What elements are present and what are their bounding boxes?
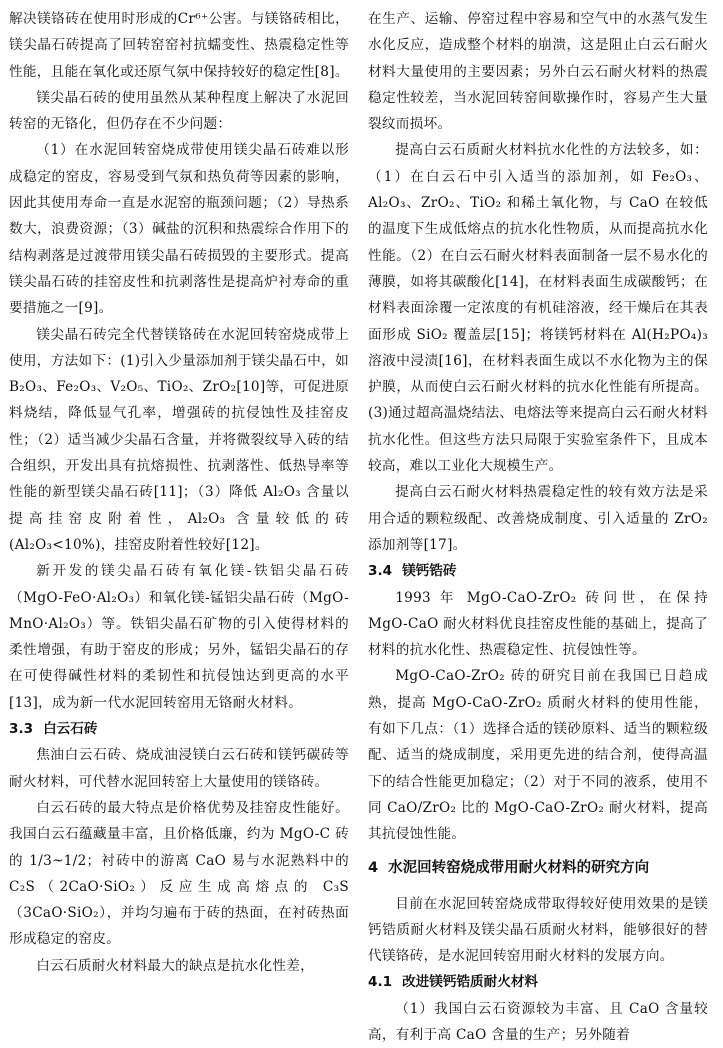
paragraph: 解决镁铬砖在使用时形成的Cr⁶⁺公害。与镁铬砖相比，镁尖晶石砖提高了回转窑窑衬抗蠕变性、热震稳定性等性能，且能在氧化或还原气氛中保持较好的稳定性[8]。: [9, 11, 349, 80]
paragraph: 镁尖晶石砖的使用虽然从某种程度上解决了水泥回转窑的无铬化，但仍存在不少问题：: [9, 89, 349, 133]
paragraph: 白云石砖的最大特点是价格优势及挂窑皮性能好。我国白云石蕴藏量丰富，且价格低廉，约为 MgO-C 砖的 1/3~1/2；衬砖中的游离 CaO 易与水泥熟料中的 C₂S（2CaO·SiO₂）反应生成高熔点的 C₃S（3CaO·SiO₂），并均匀遍布于砖的热面，在衬砖热面形成稳定的窑皮。: [9, 799, 349, 948]
paragraph: 镁尖晶石砖完全代替镁铬砖在水泥回转窑烧成带上使用，方法如下：(1)引入少量添加剂于镁尖晶石中，如 B₂O₃、Fe₂O₃、V₂O₅、TiO₂、ZrO₂[10]等，可促进原料烧结，降低显气孔率，增强砖的抗侵蚀性及挂窑皮性；（2）适当减少尖晶石含量，并将微裂纹导入砖的结合组织，开发出具有抗熔损性、抗剥落性、低热导率等性能的新型镁尖晶石砖[11]；（3）降低 Al₂O₃ 含量以提高挂窑皮附着性，Al₂O₃ 含量较低的砖 (Al₂O₃<10%)，挂窑皮附着性较好[12]。: [9, 326, 349, 553]
paragraph: 提高白云石耐火材料热震稳定性的较有效方法是采用合适的颗粒级配、改善烧成制度、引入适量的 ZrO₂ 添加剂等[17]。: [368, 484, 708, 553]
section-title: 水泥回转窑烧成带用耐火材料的研究方向: [388, 859, 650, 876]
section-title: 白云石砖: [43, 721, 98, 738]
paragraph: 新开发的镁尖晶石砖有氧化镁-铁铝尖晶石砖（MgO-FeO·Al₂O₃）和氧化镁-锰铝尖晶石砖（MgO-MnO·Al₂O₃）等。铁铝尖晶石矿物的引入使得材料的柔性增强，有助于窑皮的形成；另外，锰铝尖晶石的存在可使得碱性材料的柔韧性和抗侵蚀达到更高的水平[13]，成为新一代水泥回转窑用无铬耐火材料。: [9, 563, 349, 711]
section-number: 4.1: [368, 974, 393, 991]
paragraph: （1）在水泥回转窑烧成带使用镁尖晶石砖难以形成稳定的窑皮，容易受到气氛和热负荷等因素的影响，因此其使用寿命一直是水泥窑的瓶颈问题；（2）导热系数大，浪费资源；（3）碱盐的沉积和热震综合作用下的结构剥落是过渡带用镁尖晶石砖损毁的主要形式。提高镁尖晶石砖的挂窑皮性和抗剥落性是提高炉衬寿命的重要措施之一[9]。: [9, 142, 349, 317]
paragraph: 1993 年 MgO-CaO-ZrO₂ 砖问世，在保持 MgO-CaO 耐火材料优良挂窑皮性能的基础上，提高了材料的抗水化性、热震稳定性、抗侵蚀性等。: [368, 589, 708, 659]
section-title: 镁钙锆砖: [402, 563, 457, 580]
section-number: 3.4: [368, 563, 393, 580]
left-column: [9, 6, 349, 979]
section-heading-3-4: [368, 558, 708, 584]
section-heading-4: [368, 855, 708, 881]
paragraph: 焦油白云石砖、烧成油浸镁白云石砖和镁钙碳砖等耐火材料，可代替水泥回转窑上大量使用的镁铬砖。: [9, 747, 349, 790]
paragraph: 白云石质耐火材料最大的缺点是抗水化性差，: [36, 957, 315, 974]
section-number: 3.3: [9, 721, 34, 738]
paragraph: 目前在水泥回转窑烧成带取得较好使用效果的是镁钙锆质耐火材料及镁尖晶石质耐火材料，能够很好的替代镁铬砖，是水泥回转窑用耐火材料的发展方向。: [368, 895, 708, 965]
section-title: 改进镁钙锆质耐火材料: [402, 974, 539, 991]
section-number: 4: [368, 859, 379, 876]
paragraph: （1）我国白云石资源较为丰富、且 CaO 含量较高，有利于高 CaO 含量的生产；另外随着: [368, 1000, 708, 1043]
paragraph: MgO-CaO-ZrO₂ 砖的研究目前在我国已日趋成熟，提高 MgO-CaO-ZrO₂ 质耐火材料的使用性能，有如下几点：（1）选择合适的镁砂原料、适当的颗粒级配、适当的烧成制度，采用更先进的结合剂，使得高温下的结合性能更加稳定；（2）对于不同的液系，使用不同 CaO/ZrO₂ 比的 MgO-CaO-ZrO₂ 耐火材料，提高其抗侵蚀性能。: [368, 668, 708, 843]
right-column: [368, 6, 708, 1048]
paragraph: 提高白云石质耐火材料抗水化性的方法较多，如：（1）在白云石中引入适当的添加剂，如 Fe₂O₃、Al₂O₃、ZrO₂、TiO₂ 和稀土氧化物，与 CaO 在较低的温度下生成低熔点的抗水化性物质，从而提高抗水化性能。（2）在白云石耐火材料表面制备一层不易水化的薄膜，如将其碳酸化[14]，在材料表面生成碳酸钙；在材料表面涂覆一定浓度的有机硅溶液，经干燥后在其表面形成 SiO₂ 覆盖层[15]；将镁钙材料在 Al(H₂PO₄)₃ 溶液中浸渍[16]，在材料表面生成以不水化物为主的保护膜，从而使白云石耐火材料的抗水化性能有所提高。(3)通过超高温烧结法、电熔法等来提高白云石耐火材料抗水化性。但这些方法只局限于实验室条件下，且成本较高，难以工业化大规模生产。: [368, 142, 708, 475]
section-heading-3-3: [9, 716, 349, 742]
paragraph: 在生产、运输、停窑过程中容易和空气中的水蒸气发生水化反应，造成整个材料的崩溃，这是阻止白云石耐火材料大量使用的主要因素；另外白云石耐火材料的热震稳定性较差，当水泥回转窑间歇操作时，容易产生大量裂纹而损坏。: [368, 11, 708, 133]
section-heading-4-1: [368, 969, 708, 995]
